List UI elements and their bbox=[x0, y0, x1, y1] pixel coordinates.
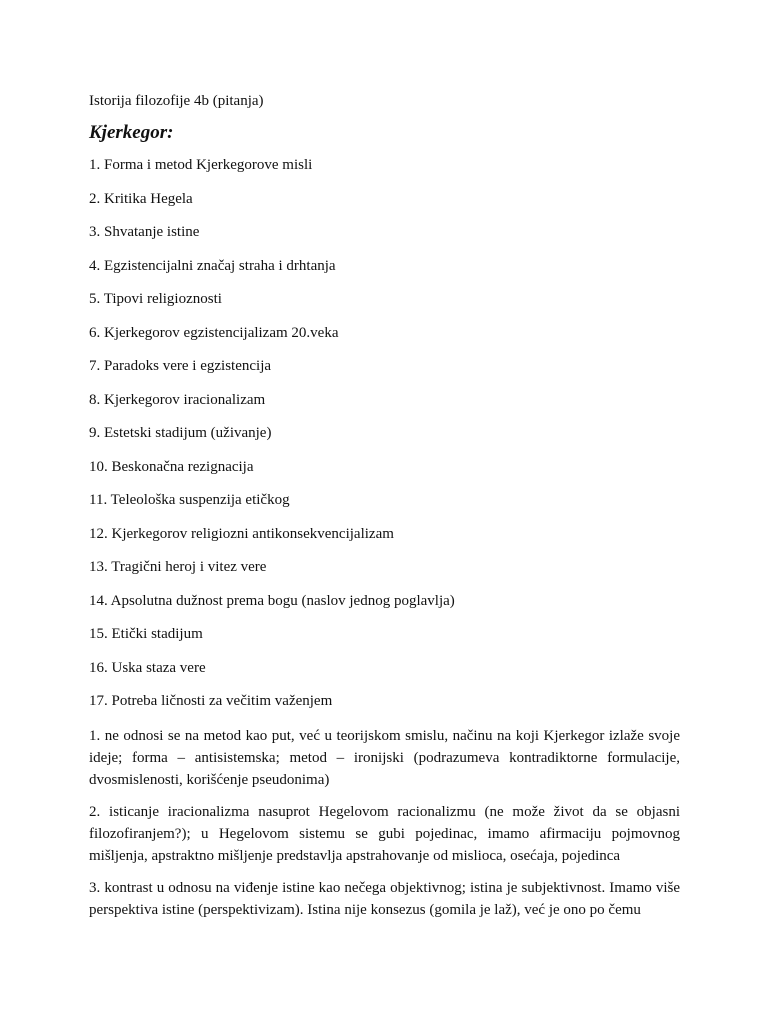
question-item: 11. Teleološka suspenzija etičkog bbox=[89, 492, 290, 508]
answer-list bbox=[89, 725, 680, 921]
question-item: 7. Paradoks vere i egzistencija bbox=[89, 358, 272, 374]
question-item: 1. Forma i metod Kjerkegorove misli bbox=[89, 157, 313, 173]
question-item: 5. Tipovi religioznosti bbox=[89, 291, 222, 307]
question-item: 9. Estetski stadijum (uživanje) bbox=[89, 425, 272, 441]
question-item: 16. Uska staza vere bbox=[89, 659, 206, 676]
question-item: 12. Kjerkegorov religiozni antikonsekvencijalizam bbox=[89, 525, 394, 542]
section-heading: Kjerkegor: bbox=[89, 122, 174, 143]
question-item: 3. Shvatanje istine bbox=[89, 224, 200, 240]
question-item: 15. Etički stadijum bbox=[89, 626, 203, 642]
question-item: 10. Beskonačna rezignacija bbox=[89, 458, 254, 475]
question-list bbox=[89, 155, 680, 711]
answer-paragraph: 3. kontrast u odnosu na viđenje istine kao nečega objektivnog; istina je subjektivnost. Imamo više perspektiva istine (perspektivizam). Istina nije konsezus (gomila je laž), već je ono po čemu bbox=[89, 879, 680, 918]
question-item: 2. Kritika Hegela bbox=[89, 190, 193, 207]
question-item: 14. Apsolutna dužnost prema bogu (naslov jednog poglavlja) bbox=[89, 592, 455, 609]
question-item: 4. Egzistencijalni značaj straha i drhtanja bbox=[89, 257, 336, 274]
question-item: 8. Kjerkegorov iracionalizam bbox=[89, 391, 266, 408]
document-title: Istorija filozofije 4b (pitanja) bbox=[89, 93, 264, 109]
answer-paragraph: 2. isticanje iracionalizma nasuprot Hegelovom racionalizmu (ne može život da se objasni filozofiranjem?); u Hegelovom sistemu se gubi pojedinac, imamo afirmaciju pojmovnog mišljenja, apstraktno mišljenje predstavlja apstrahovanje od mislioca, osećaja, pojedinca bbox=[89, 803, 680, 864]
question-item: 17. Potreba ličnosti za večitim važenjem bbox=[89, 693, 333, 709]
question-item: 13. Tragični heroj i vitez vere bbox=[89, 559, 267, 575]
document-body bbox=[89, 91, 680, 931]
question-item: 6. Kjerkegorov egzistencijalizam 20.veka bbox=[89, 324, 339, 341]
answer-paragraph: 1. ne odnosi se na metod kao put, već u teorijskom smislu, načinu na koji Kjerkegor izlaže svoje ideje; forma – antisistemska; metod – ironijski (podrazumeva kontradiktorne formulacije, dvosmislenosti, korišćenje pseudonima) bbox=[89, 727, 680, 788]
